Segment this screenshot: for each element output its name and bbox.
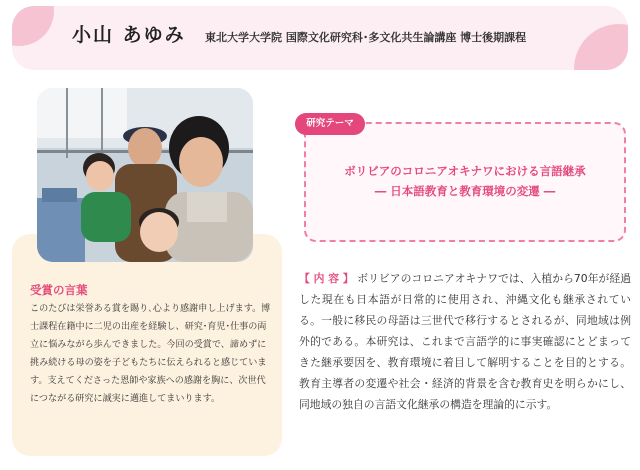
award-box: [12, 234, 282, 456]
person-name: 小山 あゆみ: [72, 24, 186, 46]
research-theme-title: ボリビアのコロニアオキナワにおける言語継承: [344, 164, 586, 178]
award-title: 受賞の言葉: [30, 283, 88, 297]
research-theme-box: [304, 122, 626, 242]
affiliation: 東北大学大学院 国際文化研究科･多文化共生論講座 博士後期課程: [205, 31, 527, 44]
family-photo: [37, 88, 253, 262]
content-text: ボリビアのコロニアオキナワでは、入植から70年が経過した現在も日本語が日常的に使用され、沖縄文化も継承されている。一般に移民の母語は三世代で移行するとされるが、同地域は例外的である。本研究は、これまで言語学的に事実確認にとどまってきた継承要因を、教育環境に着目して解明することを目的とする。教育主導者の変遷や社会・経済的背景を含む教育史を明らかにし、同地域の独自の言語文化継承の構造を理論的に示す。: [299, 272, 631, 411]
content-label: 【 内 容 】: [299, 272, 354, 285]
research-content: [299, 268, 631, 415]
decorative-circle-right: [574, 24, 628, 70]
research-theme-tag: 研究テーマ: [295, 113, 365, 135]
award-text: このたびは栄誉ある賞を賜り､心より感謝申し上げます。博士課程在籍中に二児の出産を経験し、研究･育児･仕事の両立に悩みながら歩んできました。今回の受賞で、諦めずに挑み続ける母の姿を子どもたちに伝えられると感じています。支えてくださった恩師や家族への感謝を胸に、次世代につながる研究に誠実に邁進してまいります。: [30, 304, 271, 404]
decorative-circle-left: [12, 6, 54, 46]
research-theme-subtitle: ― 日本語教育と教育環境の変遷 ―: [374, 184, 556, 198]
